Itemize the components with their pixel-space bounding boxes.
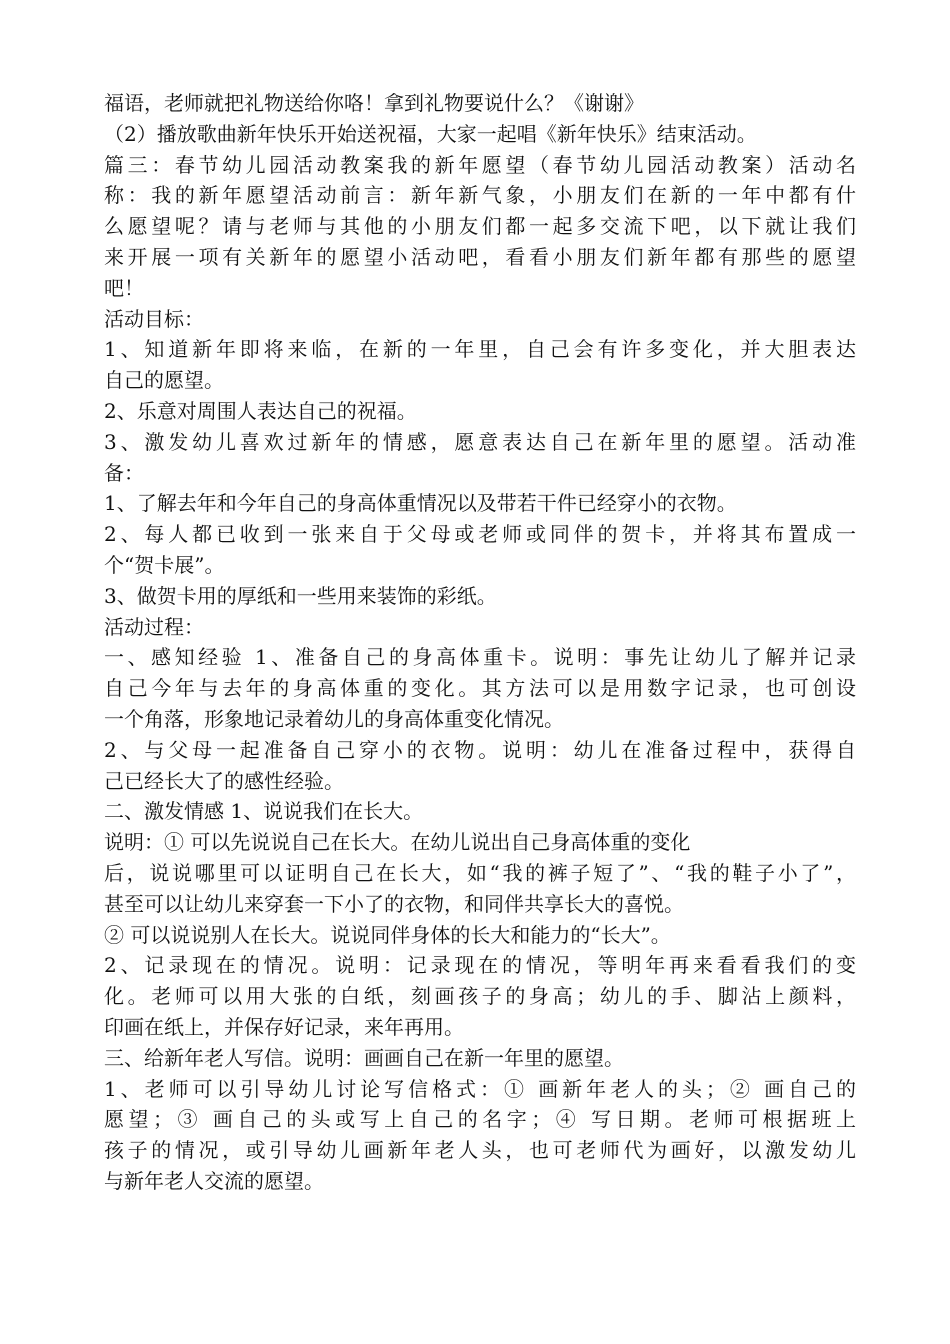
text-line: 1、了解去年和今年自己的身高体重情况以及带若干件已经穿小的衣物。 xyxy=(104,491,737,516)
text-line: 来开展一项有关新年的愿望小活动吧，看看小朋友们新年都有那些的愿望 xyxy=(104,244,856,269)
text-line: 2、乐意对周围人表达自己的祝福。 xyxy=(104,398,417,423)
text-line: 说明：① 可以先说说自己在长大。在幼儿说出自己身高体重的变化 xyxy=(104,830,691,855)
text-line: 与新年老人交流的愿望。 xyxy=(104,1168,324,1193)
text-line: （2）播放歌曲新年快乐开始送祝福，大家一起唱《新年快乐》结束活动。 xyxy=(104,121,757,146)
text-line: 3、激发幼儿喜欢过新年的情感，愿意表达自己在新年里的愿望。活动准 xyxy=(104,429,856,454)
text-line: 自己的愿望。 xyxy=(104,368,224,393)
text-line: 么愿望呢？请与老师与其他的小朋友们都一起多交流下吧，以下就让我们 xyxy=(104,214,856,239)
text-line: 己已经长大了的感性经验。 xyxy=(104,768,344,793)
text-line: 一、感知经验 1、准备自己的身高体重卡。说明：事先让幼儿了解并记录 xyxy=(104,645,856,670)
text-line: 2、记录现在的情况。说明：记录现在的情况，等明年再来看看我们的变 xyxy=(104,953,856,978)
text-line: 后，说说哪里可以证明自己在长大，如“我的裤子短了”、“我的鞋子小了”， xyxy=(104,860,856,885)
text-line: 三、给新年老人写信。说明：画画自己在新一年里的愿望。 xyxy=(104,1045,624,1070)
text-line: 吧！ xyxy=(104,275,144,300)
text-line: ② 可以说说别人在长大。说说同伴身体的长大和能力的“长大”。 xyxy=(104,922,671,947)
text-line: 甚至可以让幼儿来穿套一下小了的衣物，和同伴共享长大的喜悦。 xyxy=(104,891,684,916)
text-line: 1、老师可以引导幼儿讨论写信格式：① 画新年老人的头；② 画自己的 xyxy=(104,1076,856,1101)
text-line: 印画在纸上，并保存好记录，来年再用。 xyxy=(104,1014,464,1039)
text-line: 二、激发情感 1、说说我们在长大。 xyxy=(104,799,424,824)
text-line: 福语，老师就把礼物送给你咯！拿到礼物要说什么？《谢谢》 xyxy=(104,91,644,115)
text-line: 活动过程： xyxy=(104,614,204,639)
document-body xyxy=(104,88,856,1197)
text-line: 1、知道新年即将来临，在新的一年里，自己会有许多变化，并大胆表达 xyxy=(104,337,856,362)
text-line: 称：我的新年愿望活动前言：新年新气象，小朋友们在新的一年中都有什 xyxy=(104,183,856,208)
text-line: 愿望；③ 画自己的头或写上自己的名字；④ 写日期。老师可根据班上 xyxy=(104,1107,856,1132)
text-line: 2、每人都已收到一张来自于父母或老师或同伴的贺卡，并将其布置成一 xyxy=(104,522,856,547)
text-line: 自己今年与去年的身高体重的变化。其方法可以是用数字记录，也可创设 xyxy=(104,676,856,701)
text-line: 个“贺卡展”。 xyxy=(104,552,225,577)
text-line: 备： xyxy=(104,460,144,485)
text-line: 2、与父母一起准备自己穿小的衣物。说明：幼儿在准备过程中，获得自 xyxy=(104,737,856,762)
text-line: 孩子的情况，或引导幼儿画新年老人头，也可老师代为画好，以激发幼儿 xyxy=(104,1138,856,1163)
text-line: 3、做贺卡用的厚纸和一些用来装饰的彩纸。 xyxy=(104,583,497,608)
text-line: 篇三：春节幼儿园活动教案我的新年愿望（春节幼儿园活动教案）活动名 xyxy=(104,152,856,177)
text-line: 一个角落，形象地记录着幼儿的身高体重变化情况。 xyxy=(104,706,564,731)
text-line: 化。老师可以用大张的白纸，刻画孩子的身高；幼儿的手、脚沾上颜料， xyxy=(104,984,856,1009)
text-line: 活动目标： xyxy=(104,306,204,331)
